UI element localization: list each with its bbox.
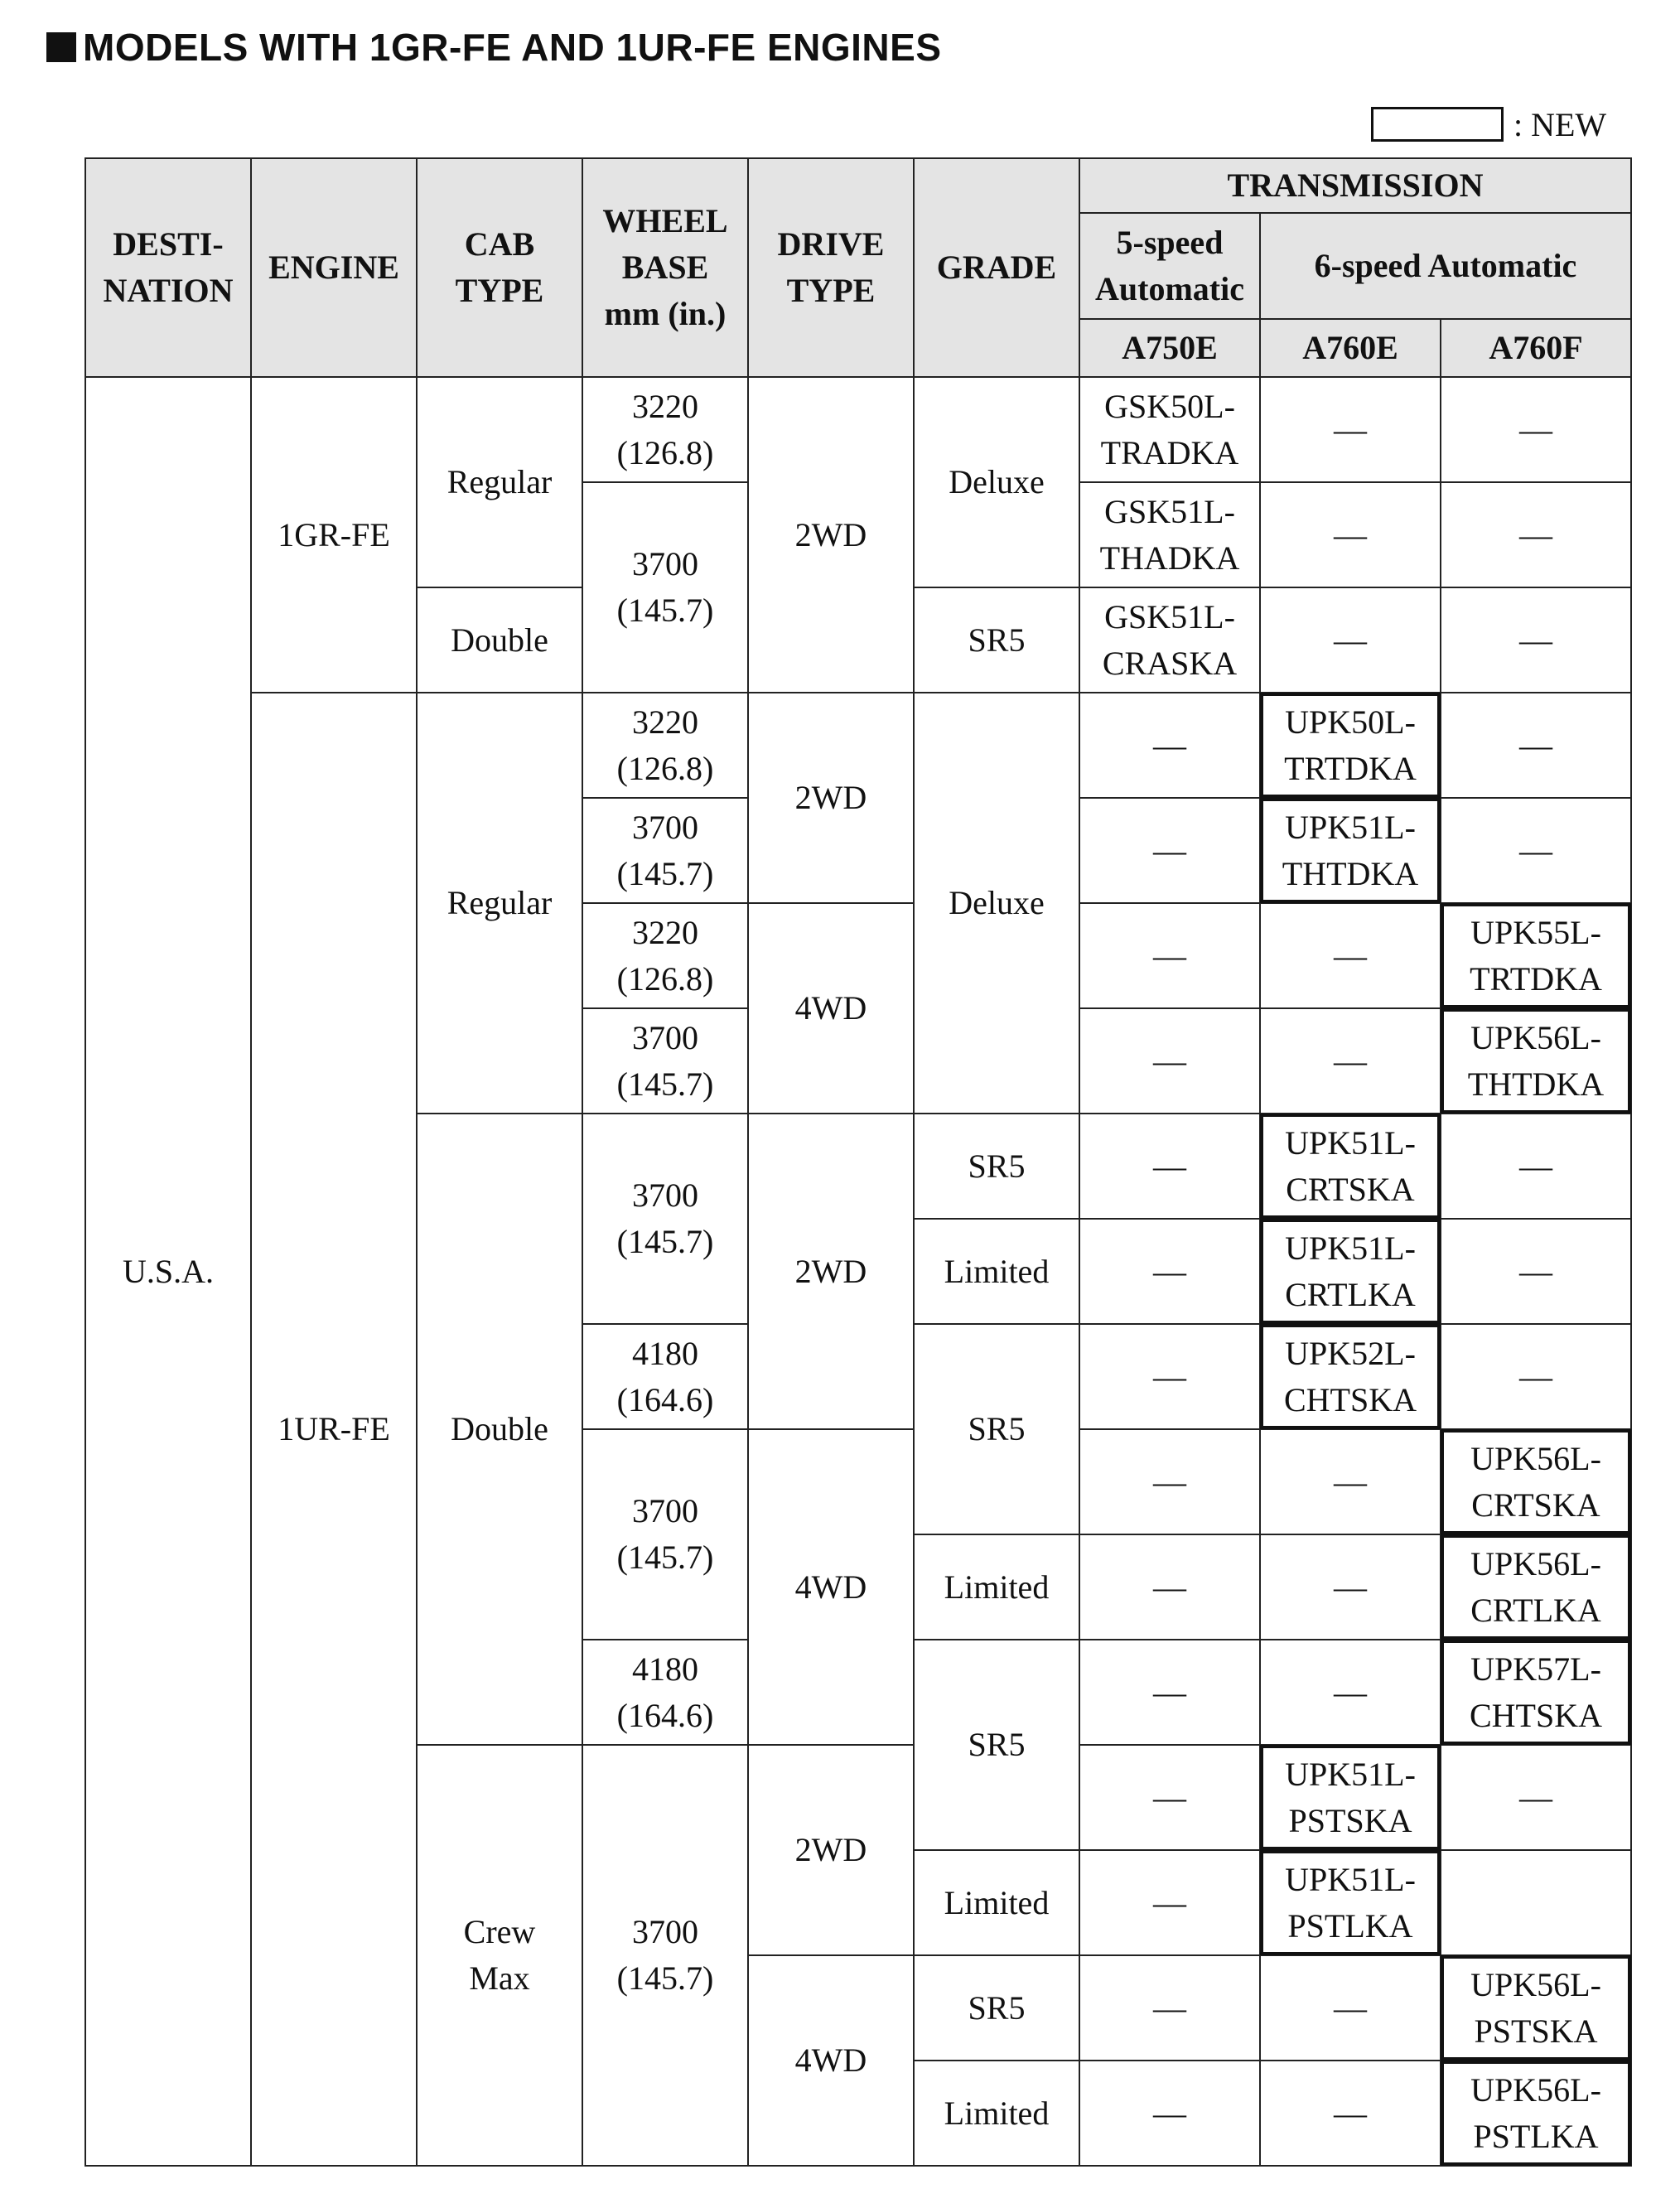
empty-dash-cell: — xyxy=(1079,2061,1260,2166)
col-engine: ENGINE xyxy=(251,158,417,377)
col-destination: DESTI- NATION xyxy=(85,158,251,377)
new-model-code-cell: UPK55L- TRTDKA xyxy=(1441,903,1631,1008)
empty-dash-cell: — xyxy=(1260,2061,1441,2166)
new-model-code-cell: UPK52L- CHTSKA xyxy=(1260,1324,1441,1429)
page-title-text: MODELS WITH 1GR-FE AND 1UR-FE ENGINES xyxy=(83,26,942,69)
square-bullet-icon xyxy=(46,32,76,62)
col-6-speed: 6-speed Automatic xyxy=(1260,213,1631,319)
empty-dash-cell: — xyxy=(1441,1219,1631,1324)
grade-cell: Limited xyxy=(914,1219,1079,1324)
empty-dash-cell: — xyxy=(1079,1114,1260,1219)
wheel-base-cell: 3700 (145.7) xyxy=(582,1745,748,2166)
model-code-cell: GSK51L- THADKA xyxy=(1079,482,1260,587)
new-model-code-cell: UPK51L- CRTSKA xyxy=(1260,1114,1441,1219)
col-a750e: A750E xyxy=(1079,319,1260,377)
new-model-code-cell: UPK56L- PSTSKA xyxy=(1441,1955,1631,2061)
wheel-base-cell: 3700 (145.7) xyxy=(582,1114,748,1324)
drive-type-cell: 4WD xyxy=(748,903,914,1114)
wheel-base-cell: 3700 (145.7) xyxy=(582,482,748,693)
col-a760e: A760E xyxy=(1260,319,1441,377)
drive-type-cell: 4WD xyxy=(748,1955,914,2166)
wheel-base-cell: 3220 (126.8) xyxy=(582,903,748,1008)
empty-dash-cell: — xyxy=(1079,903,1260,1008)
empty-dash-cell: — xyxy=(1260,587,1441,693)
empty-dash-cell: — xyxy=(1079,1429,1260,1534)
drive-type-cell: 2WD xyxy=(748,1114,914,1429)
grade-cell: SR5 xyxy=(914,1324,1079,1534)
model-code-cell: GSK51L- CRASKA xyxy=(1079,587,1260,693)
grade-cell: SR5 xyxy=(914,1114,1079,1219)
grade-cell: Deluxe xyxy=(914,377,1079,587)
legend-label: : NEW xyxy=(1513,105,1607,143)
cab-type-cell: Regular xyxy=(417,693,582,1114)
legend xyxy=(1371,106,1606,143)
wheel-base-cell: 4180 (164.6) xyxy=(582,1324,748,1429)
empty-dash-cell: — xyxy=(1079,1008,1260,1114)
empty-dash-cell: — xyxy=(1079,1324,1260,1429)
empty-dash-cell: — xyxy=(1441,587,1631,693)
new-model-code-cell: UPK56L- THTDKA xyxy=(1441,1008,1631,1114)
empty-dash-cell: — xyxy=(1260,1640,1441,1745)
col-drive-type: DRIVE TYPE xyxy=(748,158,914,377)
empty-dash-cell: — xyxy=(1441,798,1631,903)
wheel-base-cell: 3700 (145.7) xyxy=(582,798,748,903)
col-5-speed: 5-speed Automatic xyxy=(1079,213,1260,319)
drive-type-cell: 2WD xyxy=(748,1745,914,1955)
engine-cell: 1GR-FE xyxy=(251,377,417,693)
empty-cell xyxy=(1441,1850,1631,1955)
empty-dash-cell: — xyxy=(1441,377,1631,482)
wheel-base-cell: 3700 (145.7) xyxy=(582,1008,748,1114)
table-header xyxy=(85,158,1631,377)
new-model-code-cell: UPK51L- PSTSKA xyxy=(1260,1745,1441,1850)
grade-cell: SR5 xyxy=(914,587,1079,693)
header-row xyxy=(85,158,1631,213)
destination-cell: U.S.A. xyxy=(85,377,251,2166)
wheel-base-cell: 3220 (126.8) xyxy=(582,377,748,482)
empty-dash-cell: — xyxy=(1079,1850,1260,1955)
empty-dash-cell: — xyxy=(1079,1534,1260,1640)
col-a760f: A760F xyxy=(1441,319,1631,377)
empty-dash-cell: — xyxy=(1441,1745,1631,1850)
empty-dash-cell: — xyxy=(1260,377,1441,482)
empty-dash-cell: — xyxy=(1079,1955,1260,2061)
col-grade: GRADE xyxy=(914,158,1079,377)
col-transmission: TRANSMISSION xyxy=(1079,158,1631,213)
drive-type-cell: 2WD xyxy=(748,693,914,903)
cab-type-cell: Crew Max xyxy=(417,1745,582,2166)
empty-dash-cell: — xyxy=(1260,1534,1441,1640)
wheel-base-cell: 3700 (145.7) xyxy=(582,1429,748,1640)
page-title xyxy=(46,25,942,70)
wheel-base-cell: 3220 (126.8) xyxy=(582,693,748,798)
empty-dash-cell: — xyxy=(1079,1219,1260,1324)
table-body xyxy=(85,377,1631,2166)
col-cab-type: CAB TYPE xyxy=(417,158,582,377)
new-model-code-cell: UPK56L- CRTLKA xyxy=(1441,1534,1631,1640)
empty-dash-cell: — xyxy=(1079,693,1260,798)
empty-dash-cell: — xyxy=(1260,903,1441,1008)
empty-dash-cell: — xyxy=(1079,1640,1260,1745)
new-model-code-cell: UPK51L- CRTLKA xyxy=(1260,1219,1441,1324)
new-model-code-cell: UPK50L- TRTDKA xyxy=(1260,693,1441,798)
grade-cell: SR5 xyxy=(914,1640,1079,1850)
new-model-code-cell: UPK57L- CHTSKA xyxy=(1441,1640,1631,1745)
wheel-base-cell: 4180 (164.6) xyxy=(582,1640,748,1745)
new-model-code-cell: UPK51L- THTDKA xyxy=(1260,798,1441,903)
model-code-cell: GSK50L- TRADKA xyxy=(1079,377,1260,482)
empty-dash-cell: — xyxy=(1260,1955,1441,2061)
table-row xyxy=(85,693,1631,798)
grade-cell: Limited xyxy=(914,2061,1079,2166)
grade-cell: Deluxe xyxy=(914,693,1079,1114)
new-model-code-cell: UPK56L- CRTSKA xyxy=(1441,1429,1631,1534)
new-legend-box xyxy=(1371,107,1504,142)
cab-type-cell: Double xyxy=(417,1114,582,1745)
drive-type-cell: 2WD xyxy=(748,377,914,693)
engine-cell: 1UR-FE xyxy=(251,693,417,2166)
empty-dash-cell: — xyxy=(1441,693,1631,798)
empty-dash-cell: — xyxy=(1260,1429,1441,1534)
cab-type-cell: Regular xyxy=(417,377,582,587)
table-row xyxy=(85,377,1631,482)
empty-dash-cell: — xyxy=(1079,1745,1260,1850)
drive-type-cell: 4WD xyxy=(748,1429,914,1745)
empty-dash-cell: — xyxy=(1441,1324,1631,1429)
empty-dash-cell: — xyxy=(1441,1114,1631,1219)
col-wheel-base: WHEEL BASE mm (in.) xyxy=(582,158,748,377)
cab-type-cell: Double xyxy=(417,587,582,693)
empty-dash-cell: — xyxy=(1260,482,1441,587)
grade-cell: Limited xyxy=(914,1850,1079,1955)
grade-cell: Limited xyxy=(914,1534,1079,1640)
empty-dash-cell: — xyxy=(1441,482,1631,587)
empty-dash-cell: — xyxy=(1260,1008,1441,1114)
new-model-code-cell: UPK56L- PSTLKA xyxy=(1441,2061,1631,2166)
grade-cell: SR5 xyxy=(914,1955,1079,2061)
new-model-code-cell: UPK51L- PSTLKA xyxy=(1260,1850,1441,1955)
models-table xyxy=(84,157,1632,2167)
empty-dash-cell: — xyxy=(1079,798,1260,903)
